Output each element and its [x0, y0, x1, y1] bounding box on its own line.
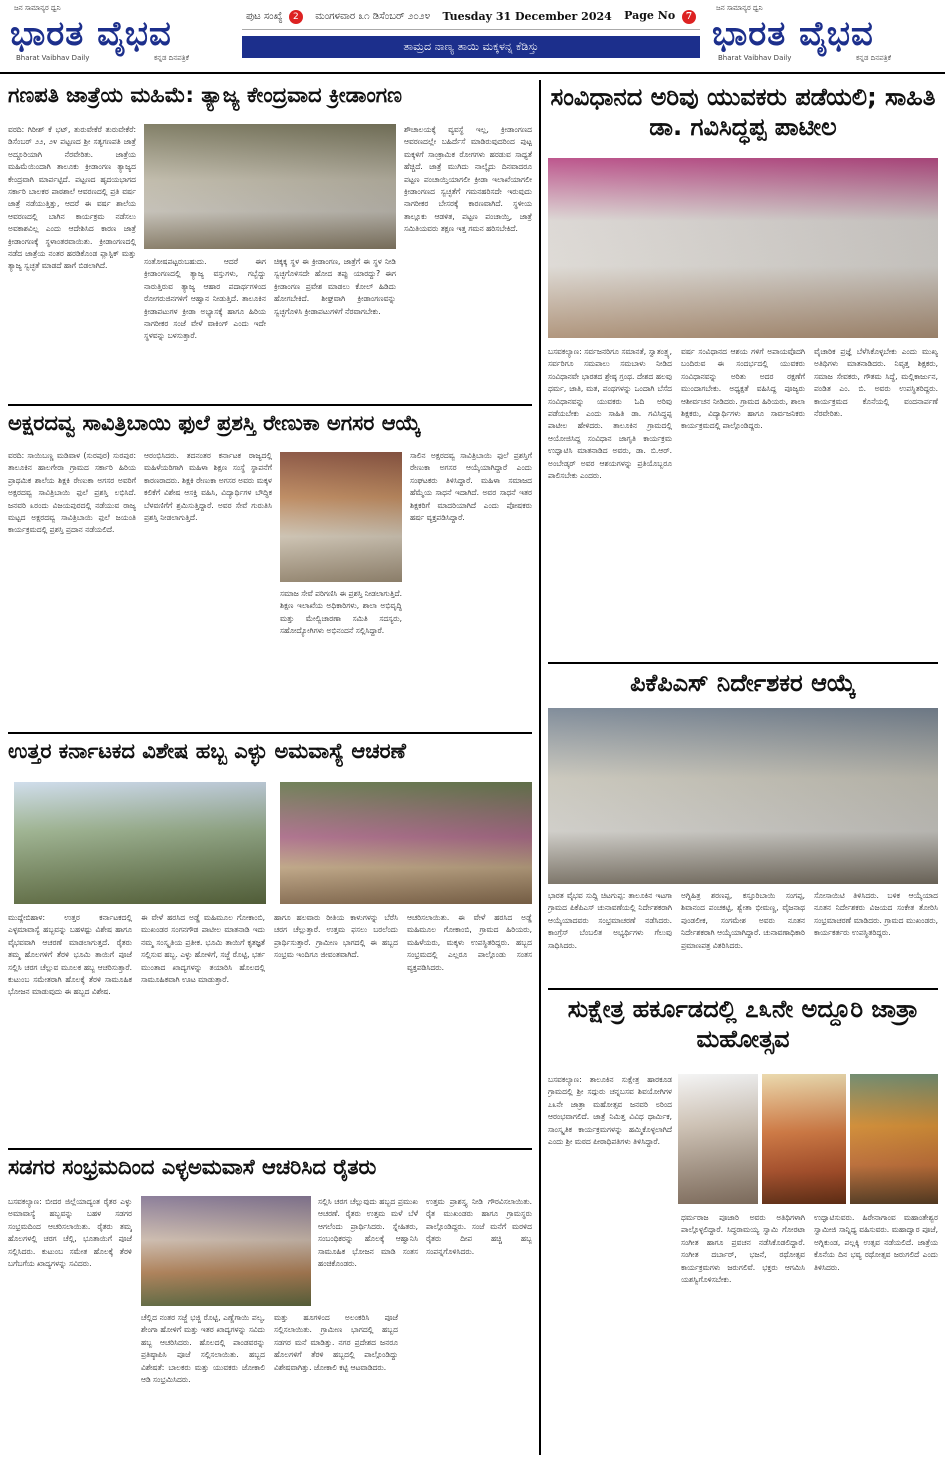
constitution-event-photo [548, 158, 938, 338]
story-headline: ಗಣಪತಿ ಜಾತ್ರೆಯ ಮಹಿಮೆ: ತ್ಯಾಜ್ಯ ಕೇಂದ್ರವಾದ ಕ್ರೀಡಾಂಗಣ [8, 83, 403, 107]
paper-logo-right [708, 2, 940, 70]
issue-label: ಪುಟ ಸಂಖ್ಯೆ [246, 10, 283, 22]
logo-tagline: ಜನ ಸಾಮಾನ್ಯರ ಧ್ವನಿ [716, 4, 763, 12]
story-column: ಬಸವಕಲ್ಯಾಣ: ಬೀದರ ಜಿಲ್ಲೆಯಾದ್ಯಂತ ರೈತರ ಎಳ್ಳು ಅಮಾವಾಸ್ಯೆ ಹಬ್ಬವನ್ನು ಬಹಳ ಸಡಗರ ಸಂಭ್ರಮದಿಂದ ಆಚರಿಸಲಾಯಿತು. ರೈತರು ತಮ್ಮ ಹೊಲಗಳಲ್ಲಿ ಚರಗ ಚೆಲ್ಲಿ, ಭೂತಾಯಿಗೆ ಪೂಜೆ ಸಲ್ಲಿಸಿದರು. ಕುಟುಂಬ ಸಮೇತ ಹೊಲಕ್ಕೆ ತೆರಳಿ ಬಗೆಬಗೆಯ ಖಾದ್ಯಗಳನ್ನು ಸವಿದರು. [8, 1197, 132, 1269]
page-label: Page No [624, 9, 676, 22]
farmers-field-photo [14, 782, 266, 904]
story-column: ಧರ್ಮರಾಜ ಪೂಜಾರಿ ಅವರು ಅತಿಥಿಗಳಾಗಿ ಪಾಲ್ಗೊಳ್ಳಲಿದ್ದಾರೆ. ಸಿದ್ಧರಾಮಯ್ಯ ಸ್ವಾಮಿ ಗೋರಟಾ ಸಂಗೀತ ಹಾಗೂ ಪ್ರವಚನ ನಡೆಸಿಕೊಡಲಿದ್ದಾರೆ. ಸಂಗೀತ ದರ್ಬಾರ್, ಭಜನೆ, ರಥೋತ್ಸವ ಕಾರ್ಯಕ್ರಮಗಳು ಜರುಗಲಿವೆ. ಭಕ್ತರು ಆಗಮಿಸಿ ಯಶಸ್ವಿಗೊಳಿಸಬೇಕು. [681, 1213, 805, 1285]
story-headline: ಪಿಕೆಪಿಎಸ್ ನಿರ್ದೇಶಕರ ಆಯ್ಕೆ [630, 669, 856, 697]
story-column: ವರ್ಷ ಸಂವಿಧಾನದ ಆಶಯ ಗಳಿಗೆ ಅಪಾಯವೊದಗಿ ಬಂದಿರುವ ಈ ಸಂದರ್ಭದಲ್ಲಿ ಯುವಕರು ಸಂವಿಧಾನವನ್ನು ಅರಿತು ಅದರ ರಕ್ಷಣೆಗೆ ಮುಂದಾಗಬೇಕು. ಅಧ್ಯಕ್ಷತೆ ವಹಿಸಿದ್ದ ಪೂಜ್ಯರು ಆಶೀರ್ವಚನ ನೀಡಿದರು. ಗ್ರಾಮದ ಹಿರಿಯರು, ಶಾಲಾ ಶಿಕ್ಷಕರು, ವಿದ್ಯಾರ್ಥಿಗಳು ಹಾಗೂ ಸಾರ್ವಜನಿಕರು ಕಾರ್ಯಕ್ರಮದಲ್ಲಿ ಪಾಲ್ಗೊಂಡಿದ್ದರು. [681, 347, 805, 431]
temple-photo [678, 1074, 758, 1204]
story-body [8, 1196, 532, 1454]
family-celebration-photo [141, 1196, 311, 1306]
logo-tagline: ಜನ ಸಾಮಾನ್ಯರ ಧ್ವನಿ [14, 4, 61, 12]
masthead [0, 0, 945, 74]
section-divider [8, 732, 532, 734]
date-english: Tuesday 31 December 2024 [442, 10, 612, 23]
story-column: ಉತ್ತಮ ಪ್ರಾಶಸ್ತ್ಯ ನೀಡಿ ಗೌರವಿಸಲಾಯಿತು. ರೈತ ಮುಖಂಡರು ಹಾಗೂ ಗ್ರಾಮಸ್ಥರು ಪಾಲ್ಗೊಂಡಿದ್ದರು. ಸಂಜೆ ಮನೆಗೆ ಮರಳಿದ ರೈತರು ದೀಪ ಹಚ್ಚಿ ಹಬ್ಬ ಸಂಪನ್ನಗೊಳಿಸಿದರು. [426, 1197, 532, 1256]
story-column: ಮತ್ತು ಹೂಗಳಿಂದ ಅಲಂಕರಿಸಿ ಪೂಜೆ ಸಲ್ಲಿಸಲಾಯಿತು. ಗ್ರಾಮೀಣ ಭಾಗದಲ್ಲಿ ಹಬ್ಬದ ಸಡಗರ ಮನೆ ಮಾಡಿತ್ತು. ನಗರ ಪ್ರದೇಶದ ಜನರೂ ಹೊಲಗಳಿಗೆ ತೆರಳಿ ಹಬ್ಬದಲ್ಲಿ ಪಾಲ್ಗೊಂಡಿದ್ದು ವಿಶೇಷವಾಗಿತ್ತು. ಜೋಕಾಲಿ ಕಟ್ಟಿ ಆಟವಾಡಿದರು. [274, 1313, 398, 1372]
section-divider [548, 988, 938, 990]
page-number: 7 [682, 10, 696, 24]
story-savitribai [8, 410, 532, 730]
story-headline: ಸಡಗರ ಸಂಭ್ರಮದಿಂದ ಎಳ್ಳಅಮವಾಸೆ ಆಚರಿಸಿದ ರೈತರು [8, 1155, 377, 1179]
story-body [548, 1074, 938, 1454]
story-body [8, 450, 532, 730]
masthead-center [242, 4, 700, 70]
story-headline: ಸುಕ್ಷೇತ್ರ ಹರ್ಕೂಡದಲ್ಲಿ ೭೩ನೇ ಅದ್ದೂರಿ ಜಾತ್ರಾ ಮಹೋತ್ಸವ [567, 995, 919, 1053]
story-column: ಭಾರತ ವೈಭವ ಸುದ್ದಿ ಚಿಟಗುಪ್ಪ: ತಾಲೂಕಿನ ಇಟಗಾ ಗ್ರಾಮದ ಪಿಕೆಪಿಎಸ್ ಚುನಾವಣೆಯಲ್ಲಿ ನಿರ್ದೇಶಕರಾಗಿ ಆಯ್ಕೆಯಾದವರು ಸಂಭ್ರಮಾಚರಣೆ ನಡೆಸಿದರು. ಕಾಂಗ್ರೆಸ್ ಬೆಂಬಲಿತ ಅಭ್ಯರ್ಥಿಗಳು ಗೆಲುವು ಸಾಧಿಸಿದರು. [548, 891, 672, 950]
story-column: ಶೌಚಾಲಯಕ್ಕೆ ವ್ಯವಸ್ಥೆ ಇಲ್ಲ, ಕ್ರೀಡಾಂಗಣದ ಆವರಣದಲ್ಲೇ ಬಹಿರ್ದೆಸೆ ಮಾಡಿರುವುದರಿಂದ ಪುಟ್ಟ ಮಕ್ಕಳಿಗೆ ಸಾಂಕ್ರಾಮಿಕ ರೋಗಗಳು ಹರಡುವ ಸಾಧ್ಯತೆ ಹೆಚ್ಚಿದೆ. ಜಾತ್ರೆ ಮುಗಿದು ನಾಲ್ಕೈದು ದಿನವಾದರೂ ಪಟ್ಟಣ ಪಂಚಾಯ್ತಿಯಾಗಲೀ ಕ್ರೀಡಾ ಇಲಾಖೆಯಾಗಲೀ ಕ್ರೀಡಾಂಗಣದ ಸ್ವಚ್ಛತೆಗೆ ಗಮನಹರಿಸದೇ ಇರುವುದು ನಾಗರೀಕರ ಬೇಸರಕ್ಕೆ ಕಾರಣವಾಗಿದೆ. ಸ್ಥಳೀಯ ತಾಲ್ಲೂಕು ಆಡಳಿತ, ಪಟ್ಟಣ ಪಂಚಾಯ್ತಿ, ಜಾತ್ರೆ ಸಮಿತಿಯವರು ತಕ್ಷಣ ಇತ್ತ ಗಮನ ಹರಿಸಬೇಕಿದೆ. [404, 125, 532, 234]
story-headline: ಅಕ್ಷರದವ್ವ ಸಾವಿತ್ರಿಬಾಯಿ ಫುಲೆ ಪ್ರಶಸ್ತಿ ರೇಣುಕಾ ಅಗಸರ ಆಯ್ಕೆ [8, 411, 421, 435]
section-divider [8, 1148, 532, 1150]
story-column: ಆರಂಭಿಸಿದರು. ತದನಂತರ ಕರ್ನಾಟಕ ರಾಜ್ಯದಲ್ಲಿ ಮಹಿಳೆಯರಿಗಾಗಿ ಮಹಿಳಾ ಶಿಕ್ಷಣ ಸಂಸ್ಥೆ ಸ್ಥಾಪನೆಗೆ ಕಾರಣರಾದರು. ಶಿಕ್ಷಕಿ ರೇಣುಕಾ ಅಗಸರ ಅವರು ಮಕ್ಕಳ ಕಲಿಕೆಗೆ ವಿಶೇಷ ಆಸಕ್ತಿ ವಹಿಸಿ, ವಿದ್ಯಾರ್ಥಿಗಳ ಬೌದ್ಧಿಕ ಬೆಳವಣಿಗೆಗೆ ಶ್ರಮಿಸುತ್ತಿದ್ದಾರೆ. ಅವರ ಸೇವೆ ಗುರುತಿಸಿ ಪ್ರಶಸ್ತಿ ನೀಡಲಾಗುತ್ತಿದೆ. [144, 451, 272, 523]
logo-kannada-sub: ಕನ್ನಡ ದಿನಪತ್ರಿಕೆ [154, 54, 190, 62]
story-column: ವರದಿ: ಸಾಯಿಬಣ್ಣ ಮಡಿವಾಳ (ಸುರಪುರ) ಸುರಪುರ: ತಾಲೂಕಿನ ಹಾಲಗೇರಾ ಗ್ರಾಮದ ಸರ್ಕಾರಿ ಹಿರಿಯ ಪ್ರಾಥಮಿಕ ಶಾಲೆಯ ಶಿಕ್ಷಕಿ ರೇಣುಕಾ ಅಗಸರ ಅವರಿಗೆ ಅಕ್ಷರದವ್ವ ಸಾವಿತ್ರಿಬಾಯಿ ಫುಲೆ ಪ್ರಶಸ್ತಿ ಲಭಿಸಿದೆ. ಜನವರಿ ೩ರಂದು ವಿಜಯಪುರದಲ್ಲಿ ನಡೆಯುವ ರಾಜ್ಯ ಮಟ್ಟದ ಅಕ್ಷರದವ್ವ ಸಾವಿತ್ರಿಬಾಯಿ ಫುಲೆ ಜಯಂತಿ ಕಾರ್ಯಕ್ರಮದಲ್ಲಿ ಪ್ರಶಸ್ತಿ ಪ್ರದಾನ ನಡೆಯಲಿದೆ. [8, 451, 136, 535]
date-kannada: ಮಂಗಳವಾರ ೩೧ ಡಿಸೆಂಬರ್ ೨೦೨೪ [315, 11, 431, 22]
story-body [548, 346, 938, 662]
story-ganapati [8, 82, 532, 402]
issue-info [246, 10, 303, 24]
story-column: ವರದಿ: ಗಿರೀಶ್ ಕೆ ಭಟ್, ತುರುವೇಕೆರೆ ತುರುವೇಕೆರೆ: ಡಿಸೆಂಬರ್ ೨೨, ೨೪ ಪಟ್ಟಣದ ಶ್ರೀ ಸತ್ಯಗಣಪತಿ ಜಾತ್ರೆ ಅದ್ದೂರಿಯಾಗಿ ನೆರವೇರಿತು. ಜಾತ್ರೆಯ ಮಹಿಮೆಯಿಂದಾಗಿ ತಾಲೂಕು ಕ್ರೀಡಾಂಗಣ ತ್ಯಾಜ್ಯದ ಕೇಂದ್ರವಾಗಿ ಮಾರ್ಪಟ್ಟಿದೆ. ಪಟ್ಟಣದ ಹೃದಯಭಾಗದ ಸರ್ಕಾರಿ ಬಾಲಕರ ಪಾಠಶಾಲೆ ಆವರಣದಲ್ಲಿ ಪ್ರತಿ ವರ್ಷ ಜಾತ್ರೆ ನಡೆಯುತ್ತಿತ್ತು, ಆದರೆ ಈ ವರ್ಷ ಶಾಲೆಯ ಆವರಣದಲ್ಲಿ ಬಾಗಿನ ಕಾರ್ಯಕ್ರಮ ನಡೆಸಲು ಅವಕಾಶವಿಲ್ಲ ಎಂದು ಆದೇಶಿಸಿದ ಕಾರಣ ಜಾತ್ರೆ ಕ್ರೀಡಾಂಗಣಕ್ಕೆ ಸ್ಥಳಾಂತರವಾಯಿತು. ಕ್ರೀಡಾಂಗಣದಲ್ಲಿ ನಡೆದ ಜಾತ್ರೆಯ ನಂತರ ಹರಡಿಕೊಂಡ ಪ್ಲಾಸ್ಟಿಕ್ ಮತ್ತು ತ್ಯಾಜ್ಯ ಸ್ವಚ್ಛತೆ ಮಾಡದೆ ಹಾಗೆ ಬಿಡಲಾಗಿದೆ. [8, 125, 136, 271]
story-sukshetra [548, 994, 938, 1454]
story-column: ಆಚರಿಸಲಾಯಿತು. ಈ ವೇಳೆ ಹರಸಿದ ಅಡ್ಡೆ ಮಹಿಮೂಲ ಗೋಕಾಂಬಿ, ಗ್ರಾಮದ ಹಿರಿಯರು, ಮಹಿಳೆಯರು, ಮಕ್ಕಳು ಉಪಸ್ಥಿತರಿದ್ದರು. ಹಬ್ಬದ ಸಂಭ್ರಮದಲ್ಲಿ ಎಲ್ಲರೂ ಪಾಲ್ಗೊಂಡು ಸಂತಸ ವ್ಯಕ್ತಪಡಿಸಿದರು. [407, 913, 532, 972]
story-column: ಮುದ್ದೇಬಿಹಾಳ: ಉತ್ತರ ಕರ್ನಾಟಕದಲ್ಲಿ ಎಳ್ಳಮಾವಾಸ್ಯೆ ಹಬ್ಬವನ್ನು ಬಹಳಷ್ಟು ವಿಶೇಷ ಹಾಗೂ ವೈಭವವಾಗಿ ಆಚರಣೆ ಮಾಡಲಾಗುತ್ತದೆ. ರೈತರು ತಮ್ಮ ಹೊಲಗಳಿಗೆ ತೆರಳಿ ಭೂಮಿ ತಾಯಿಗೆ ಪೂಜೆ ಸಲ್ಲಿಸಿ ಚರಗ ಚೆಲ್ಲುವ ಮೂಲಕ ಹಬ್ಬ ಆಚರಿಸುತ್ತಾರೆ. ಕುಟುಂಬ ಸಮೇತರಾಗಿ ಹೊಲಕ್ಕೆ ತೆರಳಿ ಸಾಮೂಹಿಕ ಭೋಜನ ಮಾಡುವುದು ಈ ಹಬ್ಬದ ವಿಶೇಷ. [8, 913, 132, 997]
garbage-stadium-photo [144, 124, 396, 249]
story-body [548, 890, 938, 986]
story-column: ಸಂತೋಷಪಟ್ಟರುಬಹುದು. ಆದರೆ ಈಗ ಕ್ರೀಡಾಂಗಣದಲ್ಲಿ ತ್ಯಾಜ್ಯ ವಸ್ತುಗಳು, ಗಬ್ಬೆದ್ದು ನಾರುತ್ತಿರುವ ತ್ಯಾಜ್ಯ ಆಹಾರ ಪದಾರ್ಥಗಳಿಂದ ರೋಗರುಜಿನಗಳಿಗೆ ಆಹ್ವಾನ ನೀಡುತ್ತಿದೆ. ತಾಲೂಕಿನ ಕ್ರೀಡಾಪಟುಗಳ ಕ್ರೀಡಾ ಅಭ್ಯಾಸಕ್ಕೆ ಹಾಗೂ ಹಿರಿಯ ನಾಗರೀಕರ ಸಂಜೆ ವೇಳೆ ವಾಕಿಂಗ್ ಎಂದು ಇದೇ ಸ್ಥಳವನ್ನು ಬಳಸುತ್ತಾರೆ. [144, 257, 266, 341]
story-pkps [548, 668, 938, 986]
saint-portrait-photo [762, 1074, 846, 1204]
logo-english-name: Bharat Vaibhav Daily [16, 54, 90, 62]
story-column: ವೈಚಾರಿಕ ಪ್ರಜ್ಞೆ ಬೆಳೆಸಿಕೊಳ್ಳಬೇಕು ಎಂದು ಮುಖ್ಯ ಅತಿಥಿಗಳು ಮಾತನಾಡಿದರು. ನಿವೃತ್ತ ಶಿಕ್ಷಕರು, ಸಮಾಜ ಸೇವಕರು, ಗೌತಮ ಸಿದ್ಧೆ, ಮಲ್ಲಿಕಾರ್ಜುನ, ಪಂಡಿತ ಎಂ. ಬಿ. ಅವರು ಉಪಸ್ಥಿತರಿದ್ದರು. ಕಾರ್ಯಕ್ರಮದ ಕೊನೆಯಲ್ಲಿ ವಂದನಾರ್ಪಣೆ ನೆರವೇರಿತು. [814, 347, 938, 419]
slogan-band: ತಾಮ್ರದ ನಾಣ್ಯ ತಾಯಿ ಮಕ್ಕಳನ್ನ ಕೆಡಿಸ್ತು [242, 36, 700, 58]
column-divider [539, 80, 541, 1455]
logo-kannada-sub: ಕನ್ನಡ ದಿನಪತ್ರಿಕೆ [856, 54, 892, 62]
story-column: ಹಾಗೂ ಹಲವಾರು ರೀತಿಯ ಕಾಳುಗಳನ್ನು ಬೆರೆಸಿ ಚರಗ ಚೆಲ್ಲುತ್ತಾರೆ. ಉತ್ತಮ ಫಸಲು ಬರಲೆಂದು ಪ್ರಾರ್ಥಿಸುತ್ತಾರೆ. ಗ್ರಾಮೀಣ ಭಾಗದಲ್ಲಿ ಈ ಹಬ್ಬದ ಸಂಭ್ರಮ ಇಂದಿಗೂ ಜೀವಂತವಾಗಿದೆ. [274, 913, 398, 960]
logo-paper-name: ಭಾರತ ವೈಭವ [10, 14, 172, 54]
family-picnic-photo [280, 782, 532, 904]
story-column: ಬಸವಕಲ್ಯಾಣ: ತಾಲೂಕಿನ ಸುಕ್ಷೇತ್ರ ಹಾರಕೂಡ ಗ್ರಾಮದಲ್ಲಿ ಶ್ರೀ ಸದ್ಗುರು ಚನ್ನಬಸವ ಶಿವಯೋಗಿಗಳ ೭೩ನೇ ಜಾತ್ರಾ ಮಹೋತ್ಸವ ಜನವರಿ ೮ರಿಂದ ಆರಂಭವಾಗಲಿದೆ. ಜಾತ್ರೆ ನಿಮಿತ್ತ ವಿವಿಧ ಧಾರ್ಮಿಕ, ಸಾಂಸ್ಕೃತಿಕ ಕಾರ್ಯಕ್ರಮಗಳನ್ನು ಹಮ್ಮಿಕೊಳ್ಳಲಾಗಿದೆ ಎಂದು ಶ್ರೀ ಮಠದ ಪೀಠಾಧಿಪತಿಗಳು ತಿಳಿಸಿದ್ದಾರೆ. [548, 1075, 672, 1147]
story-ellu-amavasya [8, 738, 532, 1144]
story-column: ಈ ವೇಳೆ ಹರಸಿದ ಅಡ್ಡೆ ಮಹಿಮೂಲ ಗೋಕಾಂಬಿ, ಮುಖಂಡರ ಸಂಗನಗೌಡ ಪಾಟೀಲ ಮಾತನಾಡಿ ಇದು ನಮ್ಮ ಸಂಸ್ಕೃತಿಯ ಪ್ರತೀಕ. ಭೂಮಿ ತಾಯಿಗೆ ಕೃತಜ್ಞತೆ ಸಲ್ಲಿಸುವ ಹಬ್ಬ. ಎಳ್ಳು ಹೋಳಿಗೆ, ಸಜ್ಜೆ ರೊಟ್ಟಿ, ಭರ್ತ ಮುಂತಾದ ಖಾದ್ಯಗಳನ್ನು ತಯಾರಿಸಿ ಹೊಲದಲ್ಲಿ ಸಾಮೂಹಿಕವಾಗಿ ಊಟ ಮಾಡುತ್ತಾರೆ. [141, 913, 265, 985]
seer-portrait-photo [850, 1074, 938, 1204]
page-info [624, 9, 696, 24]
story-headline: ಸಂವಿಧಾನದ ಅರಿವು ಯುವಕರು ಪಡೆಯಲಿ; ಸಾಹಿತಿ ಡಾ. ಗವಿಸಿದ್ಧಪ್ಪ ಪಾಟೀಲ [550, 83, 936, 141]
renuka-agasar-photo [280, 452, 402, 582]
story-column: ಚಿಕ್ಕಕ್ಕ ಸ್ಥಳ ಈ ಕ್ರೀಡಾಂಗಣ, ಜಾತ್ರೆಗೆ ಈ ಸ್ಥಳ ನೀಡಿ ಸ್ವಚ್ಛಗೊಳಿಸದೇ ಹೋದ ತಪ್ಪು ಯಾರದ್ದು? ಈಗ ಕ್ರೀಡಾಂಗಣ ಪ್ರವೇಶ ಮಾಡಲು ಕೋಲ್ ಹಿಡಿದು ಹೋಗಬೇಕಿದೆ. ಶೀಘ್ರವಾಗಿ ಕ್ರೀಡಾಂಗಣವನ್ನು ಸ್ವಚ್ಛಗೊಳಿಸಿ ಕ್ರೀಡಾಪಟುಗಳಿಗೆ ನೆರವಾಗಬೇಕು. [274, 257, 396, 316]
dateline [242, 4, 700, 30]
paper-logo-left [6, 2, 238, 70]
story-column: ಸಮಾಜ ಸೇವೆ ಪರಿಗಣಿಸಿ ಈ ಪ್ರಶಸ್ತಿ ನೀಡಲಾಗುತ್ತಿದೆ. ಶಿಕ್ಷಣ ಇಲಾಖೆಯ ಅಧಿಕಾರಿಗಳು, ಶಾಲಾ ಅಭಿವೃದ್ಧಿ ಮತ್ತು ಮೇಲ್ವಿಚಾರಣಾ ಸಮಿತಿ ಸದಸ್ಯರು, ಸಹೋದ್ಯೋಗಿಗಳು ಅಭಿನಂದನೆ ಸಲ್ಲಿಸಿದ್ದಾರೆ. [280, 589, 402, 636]
story-column: ಅಗ್ನಿಹಿತ್ರ ಶರಣಪ್ಪ, ಕಸ್ತೂರಿಬಾಯಿ ಸಂಗಪ್ಪ, ಶಿವಾನಂದ ಪಂಚಕಟ್ಟಿ, ಶ್ವೇತಾ ಭೀಮಣ್ಣ, ವೈಜನಾಥ ಪುಂಡಲೀಕ, ಸಂಗಮೇಶ ಅವರು ನೂತನ ನಿರ್ದೇಶಕರಾಗಿ ಆಯ್ಕೆಯಾಗಿದ್ದಾರೆ. ಚುನಾವಣಾಧಿಕಾರಿ ಪ್ರಮಾಣಪತ್ರ ವಿತರಿಸಿದರು. [681, 891, 805, 950]
pkps-directors-photo [548, 708, 938, 884]
story-samvidhana [548, 82, 938, 662]
section-divider [8, 404, 532, 406]
story-column: ಬಸವಕಲ್ಯಾಣ: ಸರ್ವಜನರಿಗೂ ಸಮಾನತೆ, ಸ್ವಾತಂತ್ರ್ಯ, ಸರ್ವರಿಗೂ ಸಮಪಾಲು ಸಮಬಾಳು ನೀಡಿದ ಸಂವಿಧಾನವೇ ಭಾರತದ ಶ್ರೇಷ್ಠ ಗ್ರಂಥ. ದೇಶದ ಹಲವು ಧರ್ಮ, ಜಾತಿ, ಮತ, ಪಂಥಗಳನ್ನು ಒಂದಾಗಿ ಬೆಸೆದ ಸಂವಿಧಾನವನ್ನು ಯುವಕರು ಓದಿ ಅರಿವು ಪಡೆಯಬೇಕು ಎಂದು ಸಾಹಿತಿ ಡಾ. ಗವಿಸಿದ್ಧಪ್ಪ ಪಾಟೀಲ ಹೇಳಿದರು. ತಾಲೂಕಿನ ಗ್ರಾಮದಲ್ಲಿ ಆಯೋಜಿಸಿದ್ದ ಸಂವಿಧಾನ ಜಾಗೃತಿ ಕಾರ್ಯಕ್ರಮ ಉದ್ಘಾಟಿಸಿ ಮಾತನಾಡಿದ ಅವರು, ಡಾ. ಬಿ.ಆರ್. ಅಂಬೇಡ್ಕರ್ ಅವರ ಆಶಯಗಳನ್ನು ಪ್ರತಿಯೊಬ್ಬರೂ ಪಾಲಿಸಬೇಕು ಎಂದರು. [548, 347, 672, 481]
logo-english-name: Bharat Vaibhav Daily [718, 54, 792, 62]
story-body [8, 124, 532, 400]
logo-paper-name: ಭಾರತ ವೈಭವ [712, 14, 874, 54]
story-column: ಸಲ್ಲಿಸಿ ಚರಗ ಚೆಲ್ಲುವುದು ಹಬ್ಬದ ಪ್ರಮುಖ ಆಚರಣೆ. ರೈತರು ಉತ್ತಮ ಮಳೆ ಬೆಳೆ ಆಗಲೆಂದು ಪ್ರಾರ್ಥಿಸಿದರು. ಸ್ನೇಹಿತರು, ಸಂಬಂಧಿಕರನ್ನು ಹೊಲಕ್ಕೆ ಆಹ್ವಾನಿಸಿ ಸಾಮೂಹಿಕ ಭೋಜನ ಮಾಡಿ ಸಂತಸ ಹಂಚಿಕೊಂಡರು. [318, 1197, 418, 1269]
story-column: ಸಾಲಿನ ಅಕ್ಷರದವ್ವ ಸಾವಿತ್ರಿಬಾಯಿ ಫುಲೆ ಪ್ರಶಸ್ತಿಗೆ ರೇಣುಕಾ ಅಗಸರ ಆಯ್ಕೆಯಾಗಿದ್ದಾರೆ ಎಂದು ಸಂಘಟಕರು ತಿಳಿಸಿದ್ದಾರೆ. ಮಹಿಳಾ ಸಮಾಜದ ಹೆಮ್ಮೆಯ ಸಾಧನೆ ಇದಾಗಿದೆ. ಅವರ ಸಾಧನೆ ಇತರ ಶಿಕ್ಷಕರಿಗೆ ಮಾದರಿಯಾಗಿದೆ ಎಂದು ಪೋಷಕರು ಹರ್ಷ ವ್ಯಕ್ತಪಡಿಸಿದ್ದಾರೆ. [410, 451, 532, 523]
issue-number: 2 [289, 10, 303, 24]
story-body [8, 912, 532, 1144]
section-divider [548, 662, 938, 664]
story-column: ಉದ್ಘಾಟಿಸುವರು. ಹಿರೇನಾಗಾಂವ ಮಹಾಂತೇಶ್ವರ ಸ್ವಾಮೀಜಿ ಸಾನ್ನಿಧ್ಯ ವಹಿಸುವರು. ಮಹಾದ್ವಾರ ಪೂಜೆ, ಅಗ್ನಿಕುಂಡ, ಪಲ್ಲಕ್ಕಿ ಉತ್ಸವ ನಡೆಯಲಿದೆ. ಜಾತ್ರೆಯ ಕೊನೆಯ ದಿನ ಭವ್ಯ ರಥೋತ್ಸವ ಜರುಗಲಿದೆ ಎಂದು ತಿಳಿಸಿದರು. [814, 1213, 938, 1272]
story-column: ಚೆಲ್ಲಿದ ನಂತರ ಸಜ್ಜೆ ಭಜ್ಜಿ ರೊಟ್ಟಿ, ಎಣ್ಣೆಗಾಯಿ ಪಲ್ಯ, ಶೇಂಗಾ ಹೋಳಿಗೆ ಮತ್ತು ಇತರ ಖಾದ್ಯಗಳನ್ನು ಸವಿದು ಹಬ್ಬ ಆಚರಿಸಿದರು. ಹೊಲದಲ್ಲಿ ಪಾಂಡವರನ್ನು ಪ್ರತಿಷ್ಠಾಪಿಸಿ ಪೂಜೆ ಸಲ್ಲಿಸಲಾಯಿತು. ಹಬ್ಬದ ವಿಶೇಷತೆ: ಬಾಲಕರು ಮತ್ತು ಯುವಕರು ಜೋಕಾಲಿ ಆಡಿ ಸಂಭ್ರಮಿಸಿದರು. [141, 1313, 265, 1385]
story-column: ಸೋಸಾಯಿಟಿ ತಿಳಿಸಿದರು. ಬಳಿಕ ಆಯ್ಕೆಯಾದ ನೂತನ ನಿರ್ದೇಶಕರು ವಿಜಯದ ಸಂಕೇತ ತೋರಿಸಿ ಸಂಭ್ರಮಾಚರಣೆ ಮಾಡಿದರು. ಗ್ರಾಮದ ಮುಖಂಡರು, ಕಾರ್ಯಕರ್ತರು ಉಪಸ್ಥಿತರಿದ್ದರು. [814, 891, 938, 938]
story-sadagara [8, 1154, 532, 1454]
story-headline: ಉತ್ತರ ಕರ್ನಾಟಕದ ವಿಶೇಷ ಹಬ್ಬ ಎಳ್ಳು ಅಮವಾಸ್ಯೆ ಆಚರಣೆ [8, 739, 406, 763]
